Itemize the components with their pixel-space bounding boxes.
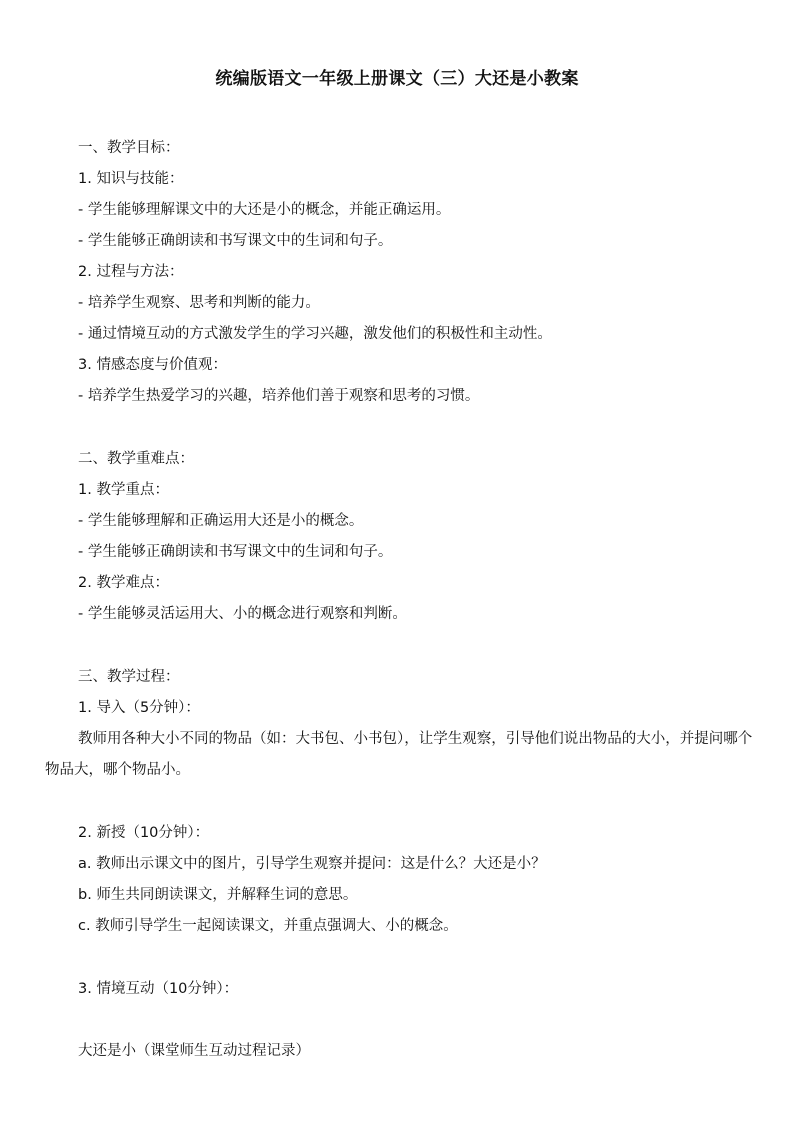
list-item: - 培养学生热爱学习的兴趣，培养他们善于观察和思考的习惯。 xyxy=(78,388,480,404)
document-title: 统编版语文一年级上册课文（三）大还是小教案 xyxy=(215,69,579,89)
subheading-attitude-values: 3. 情感态度与价值观： xyxy=(78,357,227,373)
list-item: - 学生能够正确朗读和书写课文中的生词和句子。 xyxy=(78,233,393,249)
record-title: 大还是小（课堂师生互动过程记录） xyxy=(78,1043,310,1059)
list-item: a. 教师出示课文中的图片，引导学生观察并提问：这是什么？大还是小？ xyxy=(78,856,546,872)
list-item: - 学生能够正确朗读和书写课文中的生词和句子。 xyxy=(78,544,393,560)
section-heading-objectives: 一、教学目标： xyxy=(78,140,180,156)
step-heading-new-lesson: 2. 新授（10分钟）： xyxy=(78,825,210,841)
subheading-process-methods: 2. 过程与方法： xyxy=(78,264,184,280)
step-heading-interaction: 3. 情境互动（10分钟）： xyxy=(78,981,239,997)
section-heading-key-points: 二、教学重难点： xyxy=(78,451,194,467)
list-item: - 学生能够灵活运用大、小的概念进行观察和判断。 xyxy=(78,606,407,622)
section-heading-process: 三、教学过程： xyxy=(78,669,180,685)
list-item: - 培养学生观察、思考和判断的能力。 xyxy=(78,295,320,311)
step-heading-intro: 1. 导入（5分钟）： xyxy=(78,700,200,716)
subheading-knowledge-skills: 1. 知识与技能： xyxy=(78,171,184,187)
list-item: c. 教师引导学生一起阅读课文，并重点强调大、小的概念。 xyxy=(78,918,458,934)
subheading-key-points: 1. 教学重点： xyxy=(78,482,169,498)
list-item: - 学生能够理解课文中的大还是小的概念，并能正确运用。 xyxy=(78,202,451,218)
step-intro-paragraph: 教师用各种大小不同的物品（如：大书包、小书包），让学生观察，引导他们说出物品的大小，并提问哪个物品大，哪个物品小。 xyxy=(45,731,753,778)
list-item: - 学生能够理解和正确运用大还是小的概念。 xyxy=(78,513,364,529)
list-item: - 通过情境互动的方式激发学生的学习兴趣，激发他们的积极性和主动性。 xyxy=(78,326,552,342)
list-item: b. 师生共同朗读课文，并解释生词的意思。 xyxy=(78,887,358,903)
subheading-difficulties: 2. 教学难点： xyxy=(78,575,169,591)
